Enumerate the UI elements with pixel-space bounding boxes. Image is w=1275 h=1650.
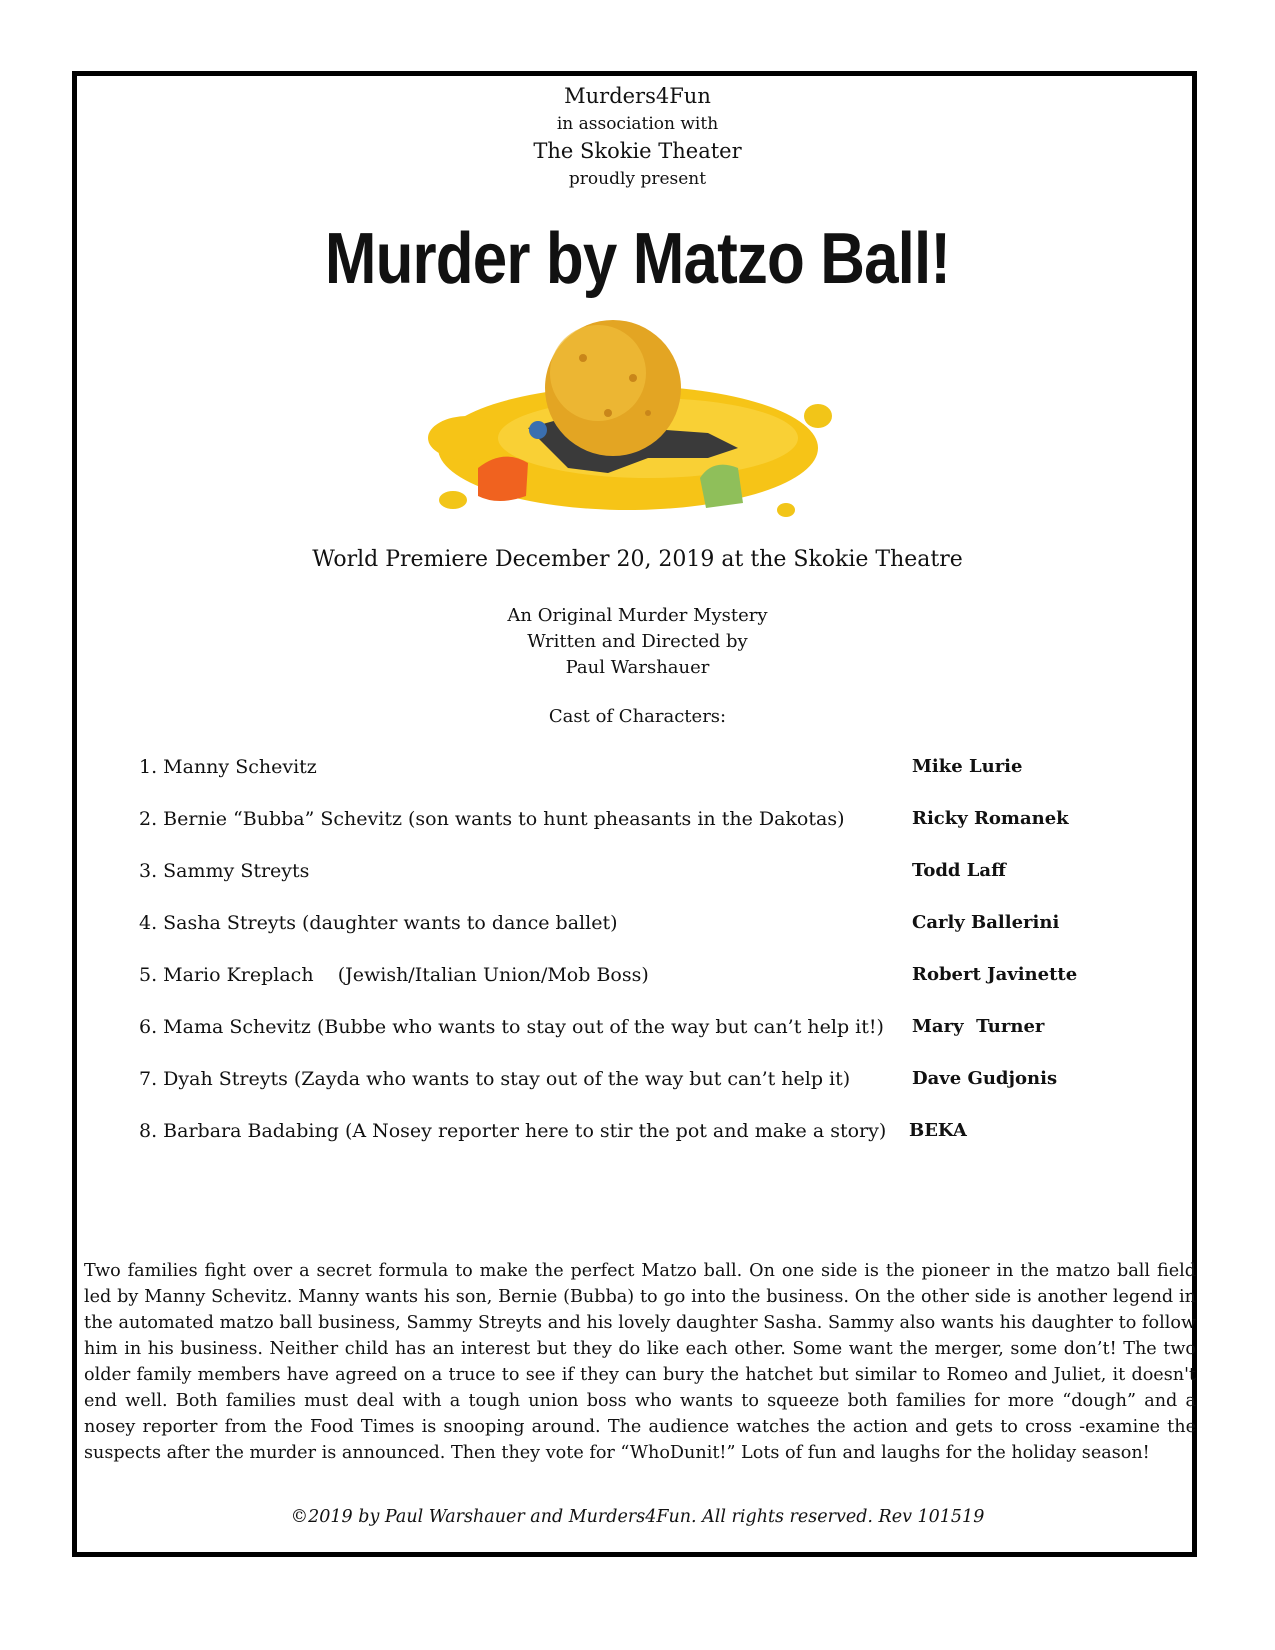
cast-row (139, 808, 1139, 838)
cast-role: 1. Manny Schevitz (139, 756, 317, 778)
cast-role: 7. Dyah Streyts (Zayda who wants to stay out of the way but can’t help it) (139, 1068, 851, 1090)
matzo-ball-illustration (408, 318, 858, 536)
cast-row (139, 756, 1139, 786)
cast-row (139, 1016, 1139, 1046)
cast-role: 6. Mama Schevitz (Bubbe who wants to stay out of the way but can’t help it!) (139, 1016, 884, 1038)
cast-actor: Ricky Romanek (912, 808, 1069, 829)
credit-line-1: An Original Murder Mystery (507, 605, 768, 626)
presenter-org: Murders4Fun (564, 84, 711, 108)
show-title: Murder by Matzo Ball! (324, 219, 951, 299)
cast-row (139, 912, 1139, 942)
credit-director: Paul Warshauer (565, 657, 710, 678)
cast-actor: BEKA (909, 1120, 967, 1141)
cast-row (139, 964, 1139, 994)
association-line: in association with (556, 114, 719, 134)
copyright-notice: ©2019 by Paul Warshauer and Murders4Fun. All rights reserved. Rev 101519 (290, 1507, 985, 1527)
cast-actor: Todd Laff (912, 860, 1006, 881)
credit-line-2: Written and Directed by (527, 631, 748, 652)
cast-role: 4. Sasha Streyts (daughter wants to dance ballet) (139, 912, 618, 934)
cast-actor: Robert Javinette (912, 964, 1078, 985)
present-line: proudly present (568, 169, 707, 189)
partner-theater: The Skokie Theater (533, 139, 742, 163)
cast-role: 2. Bernie “Bubba” Schevitz (son wants to hunt pheasants in the Dakotas) (139, 808, 845, 830)
cast-actor: Dave Gudjonis (912, 1068, 1058, 1089)
cast-heading: Cast of Characters: (548, 706, 727, 727)
cast-row (139, 860, 1139, 890)
cast-actor: Carly Ballerini (912, 912, 1060, 933)
synopsis-paragraph: Two families fight over a secret formula to make the perfect Matzo ball. On one side is the pioneer in the matzo ball field led by Manny Schevitz. Manny wants his son, Bernie (Bubba) to go into the business. On the other side is another legend in the automated matzo ball business, Sammy Streyts and his lovely daughter Sasha. Sammy also wants his daughter to follow him in his business. Neither child has an interest but they do like each other. Some want the merger, some don’t! The two older family members have agreed on a truce to see if they can bury the hatchet but similar to Romeo and Juliet, it doesn't end well. Both families must deal with a tough union boss who wants to squeeze both families for more “dough” and a nosey reporter from the Food Times is snooping around. The audience watches the action and gets to cross -examine the suspects after the murder is announced. Then they vote for “WhoDunit!” Lots of fun and laughs for the holiday season! (84, 1261, 1196, 1463)
premiere-line: World Premiere December 20, 2019 at the Skokie Theatre (312, 547, 963, 572)
cast-actor: Mike Lurie (912, 756, 1023, 777)
cast-role: 8. Barbara Badabing (A Nosey reporter here to stir the pot and make a story) (139, 1120, 887, 1142)
cast-row (139, 1120, 1139, 1150)
cast-actor: Mary Turner (912, 1016, 1045, 1037)
cast-role: 5. Mario Kreplach (Jewish/Italian Union/Mob Boss) (139, 964, 649, 986)
cast-row (139, 1068, 1139, 1098)
cast-role: 3. Sammy Streyts (139, 860, 310, 882)
